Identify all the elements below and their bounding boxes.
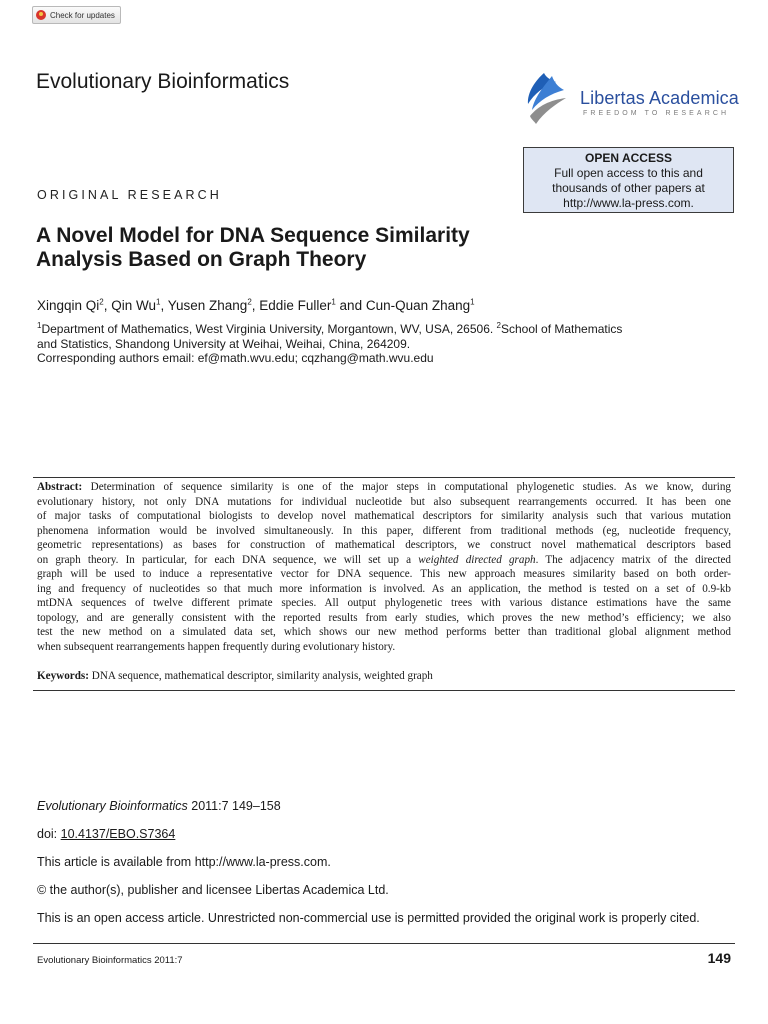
availability-note: This article is available from http://www.la-press.com. bbox=[37, 855, 331, 869]
author-affiliation-marker: 2 bbox=[99, 297, 104, 307]
publisher-name: Libertas Academica bbox=[580, 88, 739, 108]
check-for-updates-button[interactable] bbox=[32, 6, 121, 24]
article-title-line: A Novel Model for DNA Sequence Similarity bbox=[36, 224, 470, 247]
article-title bbox=[36, 224, 556, 272]
abstract-line: Abstract: Determination of sequence similarity is one of the major steps in computational phylogenetic studies. As we know, during bbox=[37, 481, 731, 493]
affiliation-1: Department of Mathematics, West Virginia University, Morgantown, WV, USA, 26506. bbox=[41, 322, 497, 336]
citation-journal: Evolutionary Bioinformatics bbox=[37, 799, 188, 813]
journal-title: Evolutionary Bioinformatics bbox=[36, 70, 290, 93]
publisher-logo bbox=[522, 70, 737, 130]
update-icon bbox=[36, 10, 46, 20]
keywords bbox=[37, 670, 731, 682]
publisher-tagline: FREEDOM TO RESEARCH bbox=[583, 110, 730, 117]
keywords-text: DNA sequence, mathematical descriptor, similarity analysis, weighted graph bbox=[88, 670, 433, 682]
abstract-italic-term: weighted directed graph bbox=[418, 553, 536, 566]
author-separator: , bbox=[251, 298, 260, 313]
abstract-line: phenomena information would be involved simultaneously. In this paper, different from traditional methods (eg, nucleotide frequency, bbox=[37, 524, 731, 537]
abstract-line: of major tasks of computational biologists to develop novel mathematical descriptors for similarity analysis such that various mutation bbox=[37, 510, 731, 523]
author-separator: and bbox=[335, 298, 366, 313]
author-separator: , bbox=[160, 298, 168, 313]
author-name: Qin Wu bbox=[111, 298, 157, 313]
doi-link[interactable]: 10.4137/EBO.S7364 bbox=[60, 827, 176, 841]
abstract-line: geometric representations) as bases for construction of mathematical descriptors, we construct novel mathematical descriptors based bbox=[37, 539, 731, 552]
article-title-line: Analysis Based on Graph Theory bbox=[36, 248, 367, 271]
divider bbox=[33, 477, 735, 478]
page-number: 149 bbox=[707, 950, 731, 966]
abstract-line: graph will be used to induce a representative vector for DNA sequence. This new approach measures similarity based on both order- bbox=[37, 568, 731, 581]
author-name: Eddie Fuller bbox=[259, 298, 332, 313]
affiliation-2-part2: and Statistics, Shandong University at Weihai, Weihai, China, 264209. bbox=[37, 336, 411, 351]
author-affiliation-marker: 2 bbox=[247, 297, 252, 307]
divider bbox=[33, 690, 735, 691]
doi-label: doi: bbox=[37, 827, 61, 841]
abstract-line: mtDNA sequences of twelve different primate species. All output phylogenetic trees with various distance estimations have the same bbox=[37, 597, 731, 610]
author-affiliation-marker: 1 bbox=[331, 297, 336, 307]
abstract-line: evolutionary history, not only DNA mutations for individual nucleotide but also subsequent rearrangements occurred. It has been one bbox=[37, 495, 731, 508]
open-access-link[interactable]: http://www.la-press.com. bbox=[563, 196, 694, 210]
divider bbox=[33, 943, 735, 944]
keywords-label: Keywords: bbox=[37, 670, 89, 682]
author-list bbox=[37, 298, 475, 313]
abstract bbox=[37, 480, 731, 655]
abstract-line: when subsequent rearrangements happen frequently during evolutionary history. bbox=[37, 641, 396, 654]
abstract-line: on graph theory. In particular, for each DNA sequence, we will set up a weighted directed graph. The adjacency matrix of the directed bbox=[37, 553, 732, 566]
author-name: Cun-Quan Zhang bbox=[365, 298, 471, 313]
corresponding-authors: Corresponding authors email: ef@math.wvu.edu; cqzhang@math.wvu.edu bbox=[37, 351, 434, 365]
abstract-line: ing and frequency of nucleotides so that much more information is involved. As an application, the method is tested on a set of 0.9-kb bbox=[37, 582, 731, 595]
affiliation-marker: 2 bbox=[496, 321, 501, 330]
abstract-line: topology, and are generally consistent with the reported results from early studies, which proves the new method’s efficiency; we also bbox=[37, 611, 731, 624]
author-name: Yusen Zhang bbox=[167, 298, 248, 313]
author-affiliation-marker: 1 bbox=[156, 297, 161, 307]
open-access-heading: OPEN ACCESS bbox=[585, 151, 672, 165]
citation bbox=[37, 799, 281, 813]
affiliation-marker: 1 bbox=[37, 321, 42, 330]
citation-details: 2011:7 149–158 bbox=[187, 799, 281, 813]
abstract-line: test the new method on a simulated data set, which shows our new method performs better than traditional global alignment method bbox=[37, 626, 731, 639]
publisher-flame-icon bbox=[522, 70, 582, 130]
open-access-box bbox=[523, 147, 734, 213]
open-access-line: thousands of other papers at bbox=[552, 181, 705, 195]
check-for-updates-label: Check for updates bbox=[50, 10, 115, 20]
copyright-note: © the author(s), publisher and licensee Libertas Academica Ltd. bbox=[37, 883, 389, 897]
section-label: ORIGINAL RESEARCH bbox=[37, 188, 222, 202]
affiliation-lines bbox=[37, 322, 697, 351]
author-name: Xingqin Qi bbox=[37, 298, 100, 313]
author-separator: , bbox=[103, 298, 112, 313]
open-access-line: Full open access to this and bbox=[554, 166, 703, 180]
license-note: This is an open access article. Unrestricted non-commercial use is permitted provided the original work is properly cited. bbox=[37, 911, 700, 925]
abstract-label: Abstract: bbox=[37, 481, 83, 493]
affiliations bbox=[37, 322, 697, 366]
doi bbox=[37, 827, 175, 841]
affiliation-2-part1: School of Mathematics bbox=[501, 322, 623, 336]
running-footer-journal: Evolutionary Bioinformatics 2011:7 bbox=[37, 955, 183, 966]
author-affiliation-marker: 1 bbox=[470, 297, 475, 307]
